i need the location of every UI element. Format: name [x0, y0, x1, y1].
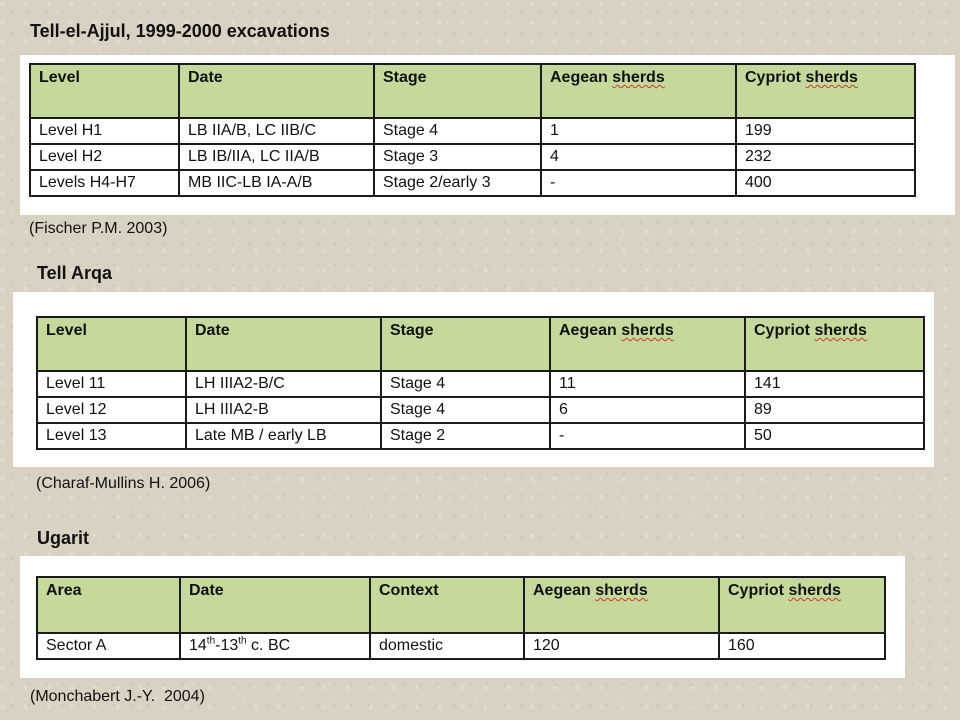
cell-date: LH IIIA2-B/C: [186, 371, 381, 397]
table-tell-el-ajjul: [29, 63, 916, 197]
cell-aegean: 6: [550, 397, 745, 423]
cell-aegean: 11: [550, 371, 745, 397]
source-citation-monchabert: (Monchabert J.-Y. 2004): [30, 688, 205, 705]
table-row: [30, 144, 915, 170]
table-row: [37, 423, 924, 449]
cell-date: MB IIC-LB IA-A/B: [179, 170, 374, 196]
header-context: Context: [370, 577, 524, 633]
cell-date: LH IIIA2-B: [186, 397, 381, 423]
source-citation-charaf-mullins: (Charaf-Mullins H. 2006): [36, 475, 211, 492]
section-title-tell-arqa: Tell Arqa: [37, 263, 113, 283]
cell-date: LB IB/IIA, LC IIA/B: [179, 144, 374, 170]
table-row: [30, 118, 915, 144]
header-cypriot-sherds: Cypriot sherds: [745, 317, 924, 371]
header-date: Date: [186, 317, 381, 371]
cell-area: Sector A: [37, 633, 180, 659]
cell-stage: Stage 4: [374, 118, 541, 144]
header-date: Date: [180, 577, 370, 633]
header-date: Date: [179, 64, 374, 118]
cell-aegean: 1: [541, 118, 736, 144]
cell-level: Level H1: [30, 118, 179, 144]
table-header-row: [30, 64, 915, 118]
cell-aegean: 120: [524, 633, 719, 659]
section-title-ugarit: Ugarit: [37, 528, 90, 548]
cell-stage: Stage 3: [374, 144, 541, 170]
cell-context: domestic: [370, 633, 524, 659]
section-title-tell-el-ajjul: Tell-el-Ajjul, 1999-2000 excavations: [30, 21, 330, 41]
table-row: [37, 397, 924, 423]
cell-stage: Stage 4: [381, 371, 550, 397]
header-stage: Stage: [374, 64, 541, 118]
table-row: [30, 170, 915, 196]
table-header-row: [37, 317, 924, 371]
table-row: [37, 633, 885, 659]
table-header-row: [37, 577, 885, 633]
header-cypriot-sherds: Cypriot sherds: [736, 64, 915, 118]
cell-level: Level H2: [30, 144, 179, 170]
header-cypriot-sherds: Cypriot sherds: [719, 577, 885, 633]
cell-level: Level 12: [37, 397, 186, 423]
header-stage: Stage: [381, 317, 550, 371]
cell-cypriot: 160: [719, 633, 885, 659]
table-tell-arqa: [36, 316, 925, 450]
header-level: Level: [30, 64, 179, 118]
cell-date: Late MB / early LB: [186, 423, 381, 449]
source-citation-fischer: (Fischer P.M. 2003): [29, 220, 168, 237]
header-level: Level: [37, 317, 186, 371]
cell-date: 14th-13th c. BC: [180, 633, 370, 659]
cell-cypriot: 199: [736, 118, 915, 144]
cell-cypriot: 89: [745, 397, 924, 423]
cell-level: Levels H4-H7: [30, 170, 179, 196]
cell-aegean: -: [550, 423, 745, 449]
cell-stage: Stage 2: [381, 423, 550, 449]
cell-cypriot: 232: [736, 144, 915, 170]
cell-cypriot: 50: [745, 423, 924, 449]
cell-level: Level 11: [37, 371, 186, 397]
cell-stage: Stage 4: [381, 397, 550, 423]
table-row: [37, 371, 924, 397]
header-aegean-sherds: Aegean sherds: [524, 577, 719, 633]
header-area: Area: [37, 577, 180, 633]
table-ugarit: [36, 576, 886, 660]
cell-cypriot: 141: [745, 371, 924, 397]
header-aegean-sherds: Aegean sherds: [541, 64, 736, 118]
cell-aegean: 4: [541, 144, 736, 170]
cell-cypriot: 400: [736, 170, 915, 196]
cell-stage: Stage 2/early 3: [374, 170, 541, 196]
cell-date: LB IIA/B, LC IIB/C: [179, 118, 374, 144]
cell-level: Level 13: [37, 423, 186, 449]
cell-aegean: -: [541, 170, 736, 196]
header-aegean-sherds: Aegean sherds: [550, 317, 745, 371]
